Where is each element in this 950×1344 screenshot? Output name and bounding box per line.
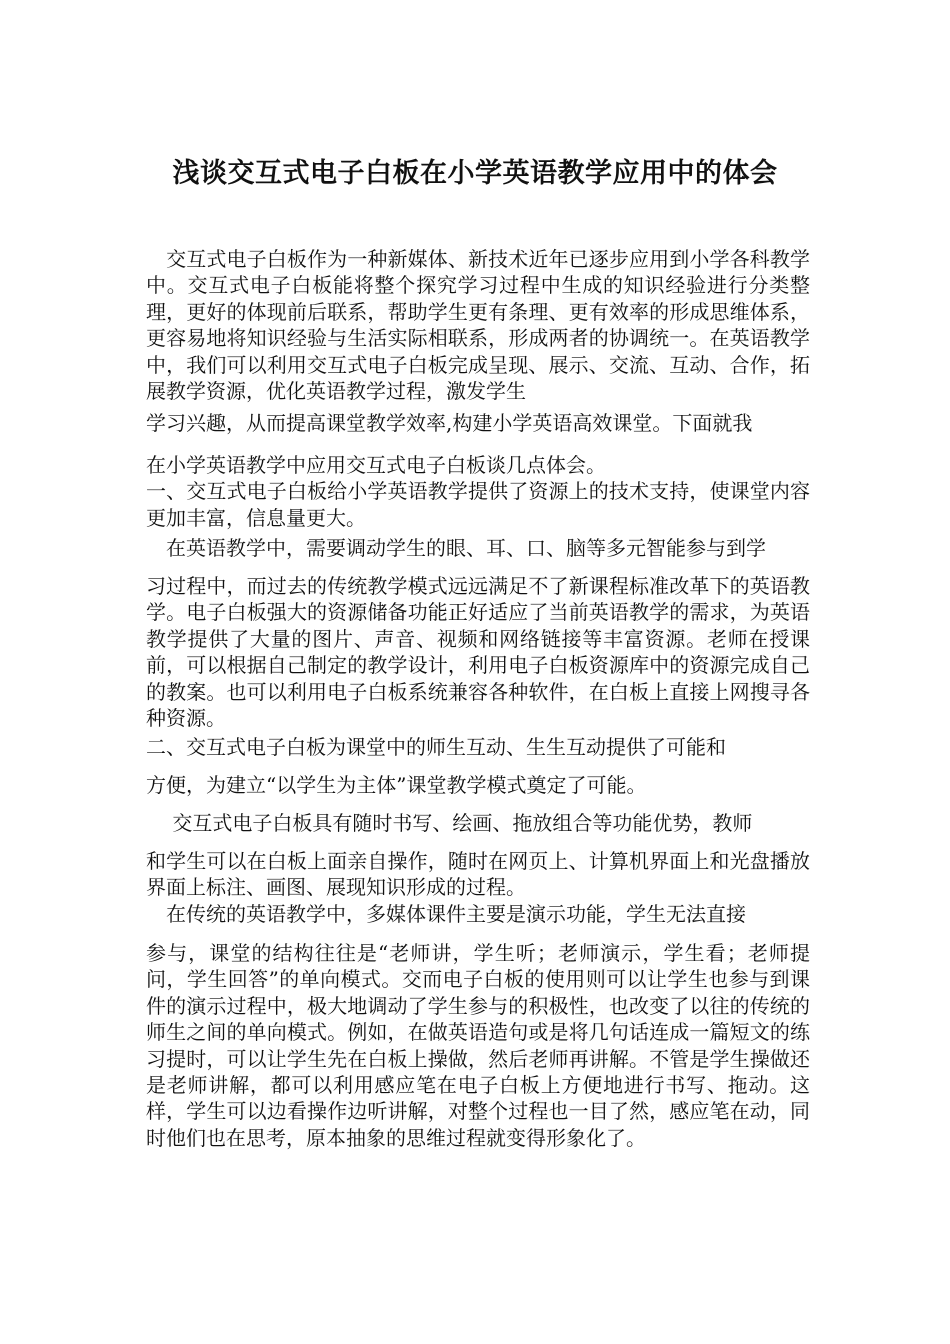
paragraph-whiteboard-features-cont: 和学生可以在白板上面亲自操作，随时在网页上、计算机界面上和光盘播放界面上标注、画图、展现知识形成的过程。 在传统的英语教学中，多媒体课件主要是演示功能，学生无法直接 bbox=[146, 849, 810, 926]
paragraph-traditional-teaching: 参与，课堂的结构往往是“老师讲，学生听；老师演示，学生看；老师提问，学生回答”的单向模式。交而电子白板的使用则可以让学生也参与到课件的演示过程中，极大地调动了学生参与的积极性，也改变了以往的传统的师生之间的单向模式。例如，在做英语造句或是将几句话连成一篇短文的练习提时，可以让学生先在白板上操做，然后老师再讲解。不管是学生操做还是老师讲解，都可以利用感应笔在电子白板上方便地进行书写、拖动。这样，学生可以边看操作边听讲解，对整个过程也一目了然，感应笔在动，同时他们也在思考，原本抽象的思维过程就变得形象化了。 bbox=[146, 941, 810, 1150]
paragraph-intro-cont: 学习兴趣，从而提高课堂教学效率,构建小学英语高效课堂。下面就我 bbox=[146, 411, 753, 435]
paragraph-whiteboard-features: 交互式电子白板具有随时书写、绘画、拖放组合等功能优势，教师 bbox=[146, 811, 753, 835]
document-title: 浅谈交互式电子白板在小学英语教学应用中的体会 bbox=[172, 158, 778, 189]
paragraph-section-two-heading: 二、交互式电子白板为课堂中的师生互动、生生互动提供了可能和 bbox=[146, 735, 726, 759]
paragraph-section-two-heading-cont: 方便，为建立“以学生为主体”课堂教学模式奠定了可能。 bbox=[146, 773, 647, 797]
paragraph-section-one-body-cont: 习过程中，而过去的传统教学模式远远满足不了新课程标准改革下的英语教学。电子白板强大的资源储备功能正好适应了当前英语教学的需求，为英语教学提供了大量的图片、声音、视频和网络链接等丰富资源。老师在授课前，可以根据自己制定的教学设计，利用电子白板资源库中的资源完成自己的教案。也可以利用电子白板系统兼容各种软件，在白板上直接上网搜寻各种资源。 bbox=[146, 574, 810, 731]
paragraph-intro: 交互式电子白板作为一种新媒体、新技术近年已逐步应用到小学各科教学中。交互式电子白板能将整个探究学习过程中生成的知识经验进行分类整理，更好的体现前后联系，帮助学生更有条理、更有效率的形成思维体系，更容易地将知识经验与生活实际相联系，形成两者的协调统一。在英语教学中，我们可以利用交互式电子白板完成呈现、展示、交流、互动、合作，拓展教学资源，优化英语教学过程，激发学生 bbox=[146, 247, 810, 404]
paragraph-section-one-heading: 在小学英语教学中应用交互式电子白板谈几点体会。 一、交互式电子白板给小学英语教学提供了资源上的技术支持，使课堂内容更加丰富，信息量更大。 bbox=[146, 453, 810, 530]
paragraph-section-one-body: 在英语教学中，需要调动学生的眼、耳、口、脑等多元智能参与到学 bbox=[146, 536, 766, 560]
